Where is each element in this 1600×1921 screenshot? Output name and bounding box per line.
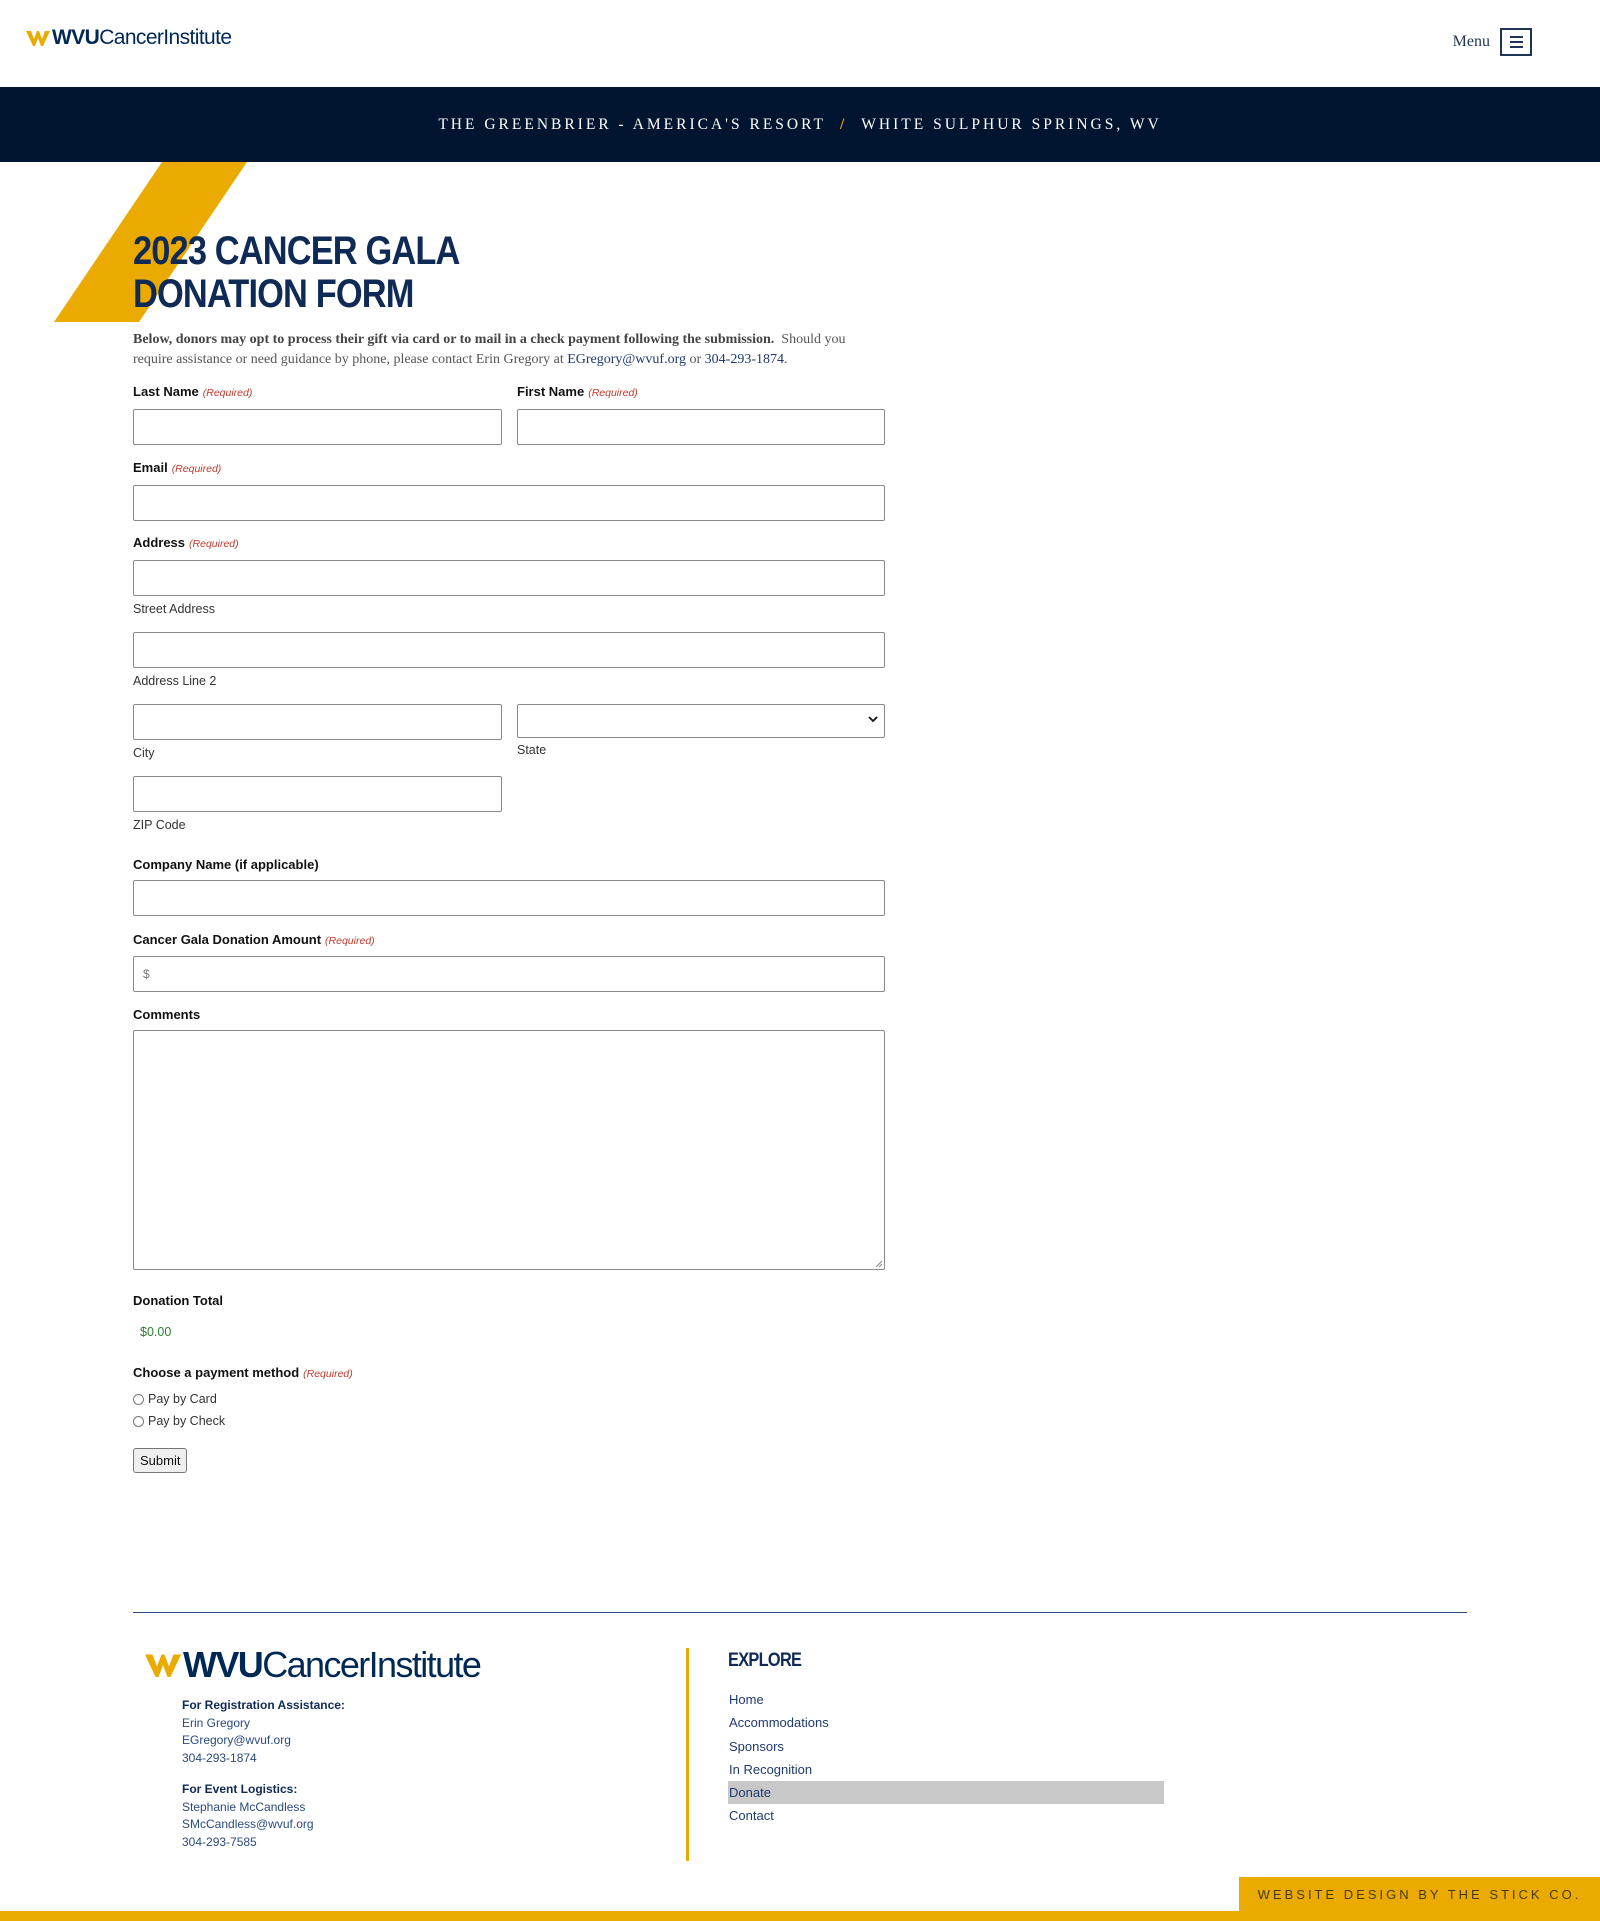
company-name-input[interactable] xyxy=(133,880,885,916)
pay-by-card-option[interactable] xyxy=(133,1392,217,1406)
wvu-flying-wv-icon xyxy=(26,29,50,47)
street-address-input[interactable] xyxy=(133,560,885,596)
address-line-2-input[interactable] xyxy=(133,632,885,668)
required-tag: (Required) xyxy=(303,1368,353,1380)
pay-by-check-option[interactable] xyxy=(133,1414,225,1428)
comments-textarea[interactable] xyxy=(133,1030,885,1270)
pay-by-card-radio[interactable] xyxy=(133,1394,144,1405)
bottom-gold-bar xyxy=(0,1911,1600,1921)
explore-nav xyxy=(728,1688,1164,1828)
registration-name: Erin Gregory xyxy=(182,1715,251,1730)
currency-prefix: $ xyxy=(143,967,150,981)
donation-amount-input[interactable] xyxy=(133,956,885,992)
registration-phone-link[interactable]: 304-293-1874 xyxy=(182,1750,257,1765)
logo-wvu-text: WVU xyxy=(52,26,100,49)
intro-email-link[interactable]: EGregory@wvuf.org xyxy=(567,352,686,367)
design-credit-link[interactable]: WEBSITE DESIGN BY THE STICK CO. xyxy=(1239,1877,1600,1911)
required-tag: (Required) xyxy=(171,463,222,475)
footer-vertical-divider xyxy=(686,1648,689,1861)
required-tag: (Required) xyxy=(588,387,638,399)
pay-by-check-radio[interactable] xyxy=(133,1416,144,1427)
page-title: 2023 CANCER GALA DONATION FORM xyxy=(133,229,460,316)
wvu-cancer-institute-logo[interactable] xyxy=(26,26,231,50)
explore-link-contact[interactable]: Contact xyxy=(729,1808,774,1824)
explore-heading: EXPLORE xyxy=(728,1650,802,1671)
explore-link-sponsors[interactable]: Sponsors xyxy=(729,1738,784,1754)
menu-toggle[interactable] xyxy=(1453,28,1532,56)
state-select[interactable] xyxy=(517,704,885,738)
logistics-phone-link[interactable]: 304-293-7585 xyxy=(182,1834,257,1849)
footer-logo-cancer-institute-text: CancerInstitute xyxy=(262,1644,481,1685)
email-input[interactable] xyxy=(133,485,885,521)
footer-logo-wvu-text: WVU xyxy=(183,1644,263,1685)
payment-method-label: Choose a payment method (Required) xyxy=(133,1365,353,1380)
required-tag: (Required) xyxy=(189,538,239,550)
intro-phone-link[interactable]: 304-293-1874 xyxy=(704,352,784,367)
explore-link-accommodations[interactable]: Accommodations xyxy=(729,1715,829,1731)
intro-paragraph: Below, donors may opt to process their gift via card or to mail in a check payment following the submission. Should you require assistance or need guidance by phone, please contact Erin Gregory at EGregory@wvuf.org or 304-293-1874. xyxy=(133,332,846,367)
logistics-heading: For Event Logistics: xyxy=(182,1782,298,1796)
logistics-email-link[interactable]: SMcCandless@wvuf.org xyxy=(182,1817,314,1831)
donation-total-value: $0.00 xyxy=(140,1325,172,1339)
street-address-sublabel: Street Address xyxy=(133,602,215,616)
footer-contact xyxy=(182,1697,345,1865)
address-label: Address (Required) xyxy=(133,535,239,550)
registration-contact xyxy=(182,1697,345,1767)
submit-button[interactable]: Submit xyxy=(133,1448,187,1473)
event-banner xyxy=(0,87,1600,162)
email-label: Email (Required) xyxy=(133,460,222,475)
logistics-name: Stephanie McCandless xyxy=(182,1799,306,1814)
first-name-label: First Name (Required) xyxy=(517,384,638,399)
hamburger-icon[interactable] xyxy=(1500,28,1532,56)
intro-text: Should you require assistance or need guidance by phone, please contact Erin Gregory at xyxy=(133,332,846,367)
registration-email-link[interactable]: EGregory@wvuf.org xyxy=(182,1733,291,1747)
banner-location: WHITE SULPHUR SPRINGS, WV xyxy=(861,115,1162,133)
required-tag: (Required) xyxy=(325,935,375,947)
city-input[interactable] xyxy=(133,704,502,740)
registration-heading: For Registration Assistance: xyxy=(182,1698,345,1712)
zip-code-input[interactable] xyxy=(133,776,502,812)
logo-cancer-institute-text: CancerInstitute xyxy=(99,26,232,49)
city-sublabel: City xyxy=(133,746,155,760)
required-tag: (Required) xyxy=(202,387,253,399)
last-name-input[interactable] xyxy=(133,409,502,445)
chevron-down-icon xyxy=(868,714,878,724)
pay-by-check-label: Pay by Check xyxy=(148,1414,226,1428)
top-header xyxy=(0,0,1600,87)
zip-code-sublabel: ZIP Code xyxy=(133,818,186,832)
logistics-contact xyxy=(182,1781,345,1851)
resize-grip-icon[interactable] xyxy=(875,1260,883,1268)
comments-label: Comments xyxy=(133,1007,201,1022)
first-name-input[interactable] xyxy=(517,409,885,445)
state-sublabel: State xyxy=(517,743,547,757)
company-name-label: Company Name (if applicable) xyxy=(133,857,319,872)
footer-logo[interactable] xyxy=(145,1644,480,1686)
donation-total-label: Donation Total xyxy=(133,1293,224,1308)
banner-separator: / xyxy=(839,115,848,133)
page-intro xyxy=(133,230,885,370)
explore-link-home[interactable]: Home xyxy=(729,1692,764,1707)
menu-label: Menu xyxy=(1452,33,1490,50)
donation-amount-label: Cancer Gala Donation Amount (Required) xyxy=(133,932,375,947)
footer-divider xyxy=(133,1612,1467,1613)
pay-by-card-label: Pay by Card xyxy=(148,1392,217,1406)
wvu-flying-wv-icon xyxy=(145,1648,181,1682)
explore-link-in-recognition[interactable]: In Recognition xyxy=(729,1761,813,1777)
explore-link-donate[interactable]: Donate xyxy=(728,1781,1164,1804)
banner-venue: THE GREENBRIER - AMERICA'S RESORT xyxy=(438,115,826,133)
last-name-label: Last Name (Required) xyxy=(133,384,253,399)
address-line-2-sublabel: Address Line 2 xyxy=(133,674,217,688)
intro-bold-text: Below, donors may opt to process their gift via card or to mail in a check payment following the submission. xyxy=(133,332,775,347)
